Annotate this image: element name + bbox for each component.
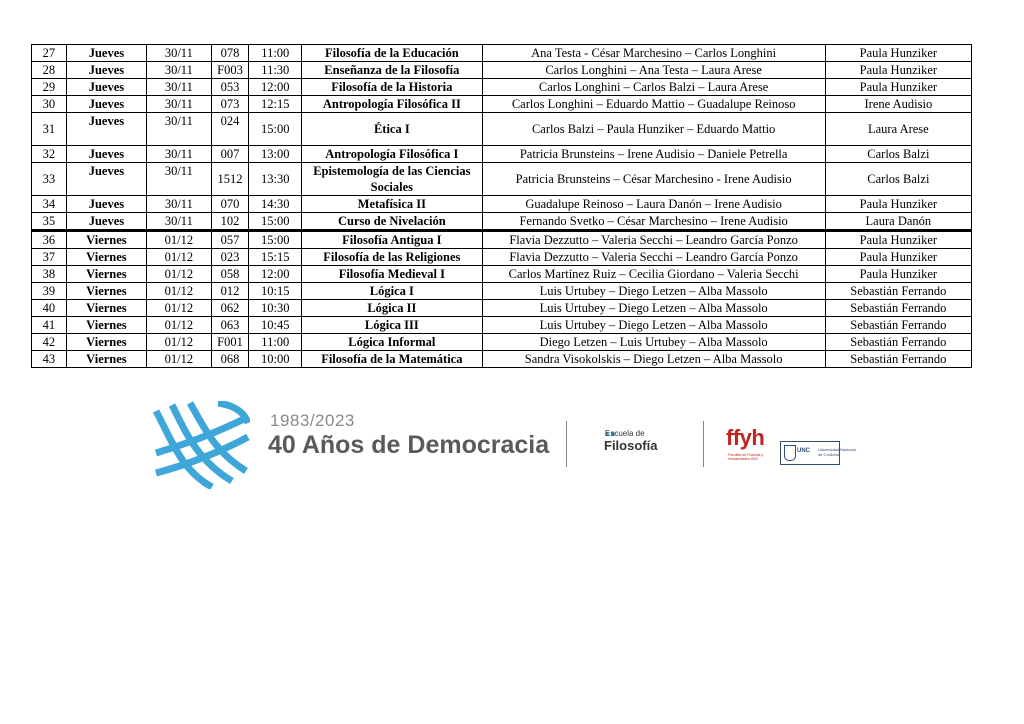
row-day: Jueves <box>66 62 146 79</box>
row-president: Irene Audisio <box>825 96 971 113</box>
divider <box>566 421 567 467</box>
row-day: Jueves <box>66 113 146 146</box>
row-tribunal: Sandra Visokolskis – Diego Letzen – Alba Massolo <box>482 351 825 368</box>
row-room: 024 <box>211 113 249 146</box>
row-room: 078 <box>211 45 249 62</box>
row-date: 01/12 <box>147 317 211 334</box>
row-president: Sebastián Ferrando <box>825 283 971 300</box>
row-number: 29 <box>32 79 67 96</box>
row-number: 27 <box>32 45 67 62</box>
table-row <box>32 79 972 96</box>
table-row <box>32 213 972 231</box>
escuela-dots-icon <box>605 423 617 427</box>
row-date: 01/12 <box>147 334 211 351</box>
ffyh-logo: ffyh <box>726 425 765 450</box>
row-date: 01/12 <box>147 300 211 317</box>
row-number: 30 <box>32 96 67 113</box>
row-time: 11:30 <box>249 62 302 79</box>
row-day: Jueves <box>66 45 146 62</box>
row-president: Laura Danón <box>825 213 971 231</box>
row-tribunal: Patricia Brunsteins – César Marchesino - Irene Audisio <box>482 163 825 196</box>
row-date: 01/12 <box>147 231 211 249</box>
row-room: 058 <box>211 266 249 283</box>
row-time: 15:00 <box>249 231 302 249</box>
row-tribunal: Carlos Longhini – Eduardo Mattio – Guadalupe Reinoso <box>482 96 825 113</box>
row-room: F001 <box>211 334 249 351</box>
table-row <box>32 351 972 368</box>
row-date: 30/11 <box>147 62 211 79</box>
democracy-logo-icon <box>152 401 250 489</box>
row-time: 14:30 <box>249 196 302 213</box>
row-date: 01/12 <box>147 249 211 266</box>
table-row <box>32 249 972 266</box>
row-room: 070 <box>211 196 249 213</box>
table-row <box>32 283 972 300</box>
row-president: Carlos Balzi <box>825 163 971 196</box>
row-room: 012 <box>211 283 249 300</box>
row-subject: Lógica I <box>302 283 482 300</box>
row-tribunal: Diego Letzen – Luis Urtubey – Alba Massolo <box>482 334 825 351</box>
row-room: 068 <box>211 351 249 368</box>
table-row <box>32 113 972 146</box>
row-tribunal: Carlos Longhini – Ana Testa – Laura Arese <box>482 62 825 79</box>
row-date: 30/11 <box>147 96 211 113</box>
row-president: Sebastián Ferrando <box>825 300 971 317</box>
row-president: Sebastián Ferrando <box>825 317 971 334</box>
row-date: 30/11 <box>147 45 211 62</box>
row-tribunal: Ana Testa - César Marchesino – Carlos Longhini <box>482 45 825 62</box>
row-tribunal: Fernando Svetko – César Marchesino – Irene Audisio <box>482 213 825 231</box>
row-president: Paula Hunziker <box>825 62 971 79</box>
exam-schedule-table <box>31 44 972 368</box>
row-subject: Lógica Informal <box>302 334 482 351</box>
row-subject: Filosofía Antigua I <box>302 231 482 249</box>
row-room: 007 <box>211 146 249 163</box>
row-tribunal: Flavia Dezzutto – Valeria Secchi – Leandro García Ponzo <box>482 249 825 266</box>
row-president: Paula Hunziker <box>825 45 971 62</box>
table-row <box>32 266 972 283</box>
table-row <box>32 62 972 79</box>
table-row <box>32 146 972 163</box>
table-row <box>32 231 972 249</box>
row-number: 39 <box>32 283 67 300</box>
row-number: 32 <box>32 146 67 163</box>
row-number: 35 <box>32 213 67 231</box>
democracy-title: 40 Años de Democracia <box>268 431 550 459</box>
row-tribunal: Luis Urtubey – Diego Letzen – Alba Massolo <box>482 283 825 300</box>
row-number: 38 <box>32 266 67 283</box>
row-subject: Lógica II <box>302 300 482 317</box>
row-subject: Filosofía de la Matemática <box>302 351 482 368</box>
row-president: Paula Hunziker <box>825 249 971 266</box>
row-number: 34 <box>32 196 67 213</box>
row-subject: Lógica III <box>302 317 482 334</box>
row-subject: Curso de Nivelación <box>302 213 482 231</box>
row-president: Laura Arese <box>825 113 971 146</box>
row-day: Jueves <box>66 146 146 163</box>
row-number: 31 <box>32 113 67 146</box>
row-date: 01/12 <box>147 283 211 300</box>
row-time: 12:15 <box>249 96 302 113</box>
row-president: Sebastián Ferrando <box>825 351 971 368</box>
table-row <box>32 163 972 196</box>
row-date: 30/11 <box>147 113 211 146</box>
row-time: 12:00 <box>249 79 302 96</box>
row-day: Viernes <box>66 334 146 351</box>
row-time: 15:00 <box>249 213 302 231</box>
row-room: 062 <box>211 300 249 317</box>
divider <box>703 421 704 467</box>
row-day: Jueves <box>66 163 146 196</box>
row-room: 073 <box>211 96 249 113</box>
row-date: 30/11 <box>147 146 211 163</box>
row-time: 15:00 <box>249 113 302 146</box>
row-day: Viernes <box>66 351 146 368</box>
row-date: 30/11 <box>147 163 211 196</box>
table-row <box>32 300 972 317</box>
row-president: Paula Hunziker <box>825 231 971 249</box>
row-tribunal: Flavia Dezzutto – Valeria Secchi – Leandro García Ponzo <box>482 231 825 249</box>
row-time: 15:15 <box>249 249 302 266</box>
row-time: 12:00 <box>249 266 302 283</box>
row-tribunal: Patricia Brunsteins – Irene Audisio – Daniele Petrella <box>482 146 825 163</box>
row-room: 1512 <box>211 163 249 196</box>
row-room: 023 <box>211 249 249 266</box>
row-date: 30/11 <box>147 213 211 231</box>
row-tribunal: Luis Urtubey – Diego Letzen – Alba Massolo <box>482 317 825 334</box>
table-row <box>32 96 972 113</box>
shield-icon <box>784 445 796 461</box>
row-room: 063 <box>211 317 249 334</box>
row-time: 13:30 <box>249 163 302 196</box>
row-room: 057 <box>211 231 249 249</box>
row-time: 11:00 <box>249 334 302 351</box>
row-day: Viernes <box>66 249 146 266</box>
row-date: 01/12 <box>147 266 211 283</box>
row-day: Jueves <box>66 79 146 96</box>
row-tribunal: Guadalupe Reinoso – Laura Danón – Irene Audisio <box>482 196 825 213</box>
row-room: 053 <box>211 79 249 96</box>
table-row <box>32 334 972 351</box>
row-tribunal: Carlos Balzi – Paula Hunziker – Eduardo Mattio <box>482 113 825 146</box>
row-tribunal: Luis Urtubey – Diego Letzen – Alba Massolo <box>482 300 825 317</box>
row-president: Paula Hunziker <box>825 79 971 96</box>
row-subject: Filosofía de la Educación <box>302 45 482 62</box>
row-subject: Antropología Filosófica I <box>302 146 482 163</box>
row-time: 11:00 <box>249 45 302 62</box>
row-tribunal: Carlos Longhini – Carlos Balzi – Laura Arese <box>482 79 825 96</box>
row-president: Carlos Balzi <box>825 146 971 163</box>
row-day: Jueves <box>66 196 146 213</box>
row-day: Viernes <box>66 266 146 283</box>
row-subject: Ética I <box>302 113 482 146</box>
row-time: 10:45 <box>249 317 302 334</box>
row-date: 30/11 <box>147 79 211 96</box>
table-row <box>32 45 972 62</box>
table-row <box>32 196 972 213</box>
row-number: 42 <box>32 334 67 351</box>
row-day: Jueves <box>66 213 146 231</box>
row-tribunal: Carlos Martínez Ruiz – Cecilia Giordano – Valeria Secchi <box>482 266 825 283</box>
unc-tag: UNC <box>797 448 810 454</box>
row-subject: Filosofía de las Religiones <box>302 249 482 266</box>
row-subject: Antropología Filosófica II <box>302 96 482 113</box>
row-day: Viernes <box>66 231 146 249</box>
row-number: 28 <box>32 62 67 79</box>
escuela-label-small: Escuela de <box>605 429 645 438</box>
row-subject: Enseñanza de la Filosofía <box>302 62 482 79</box>
row-number: 43 <box>32 351 67 368</box>
footer-logos <box>0 395 1024 495</box>
row-president: Paula Hunziker <box>825 196 971 213</box>
row-subject: Epistemología de las Ciencias Sociales <box>302 163 482 196</box>
row-number: 40 <box>32 300 67 317</box>
row-room: F003 <box>211 62 249 79</box>
row-number: 33 <box>32 163 67 196</box>
row-subject: Metafísica II <box>302 196 482 213</box>
row-time: 10:30 <box>249 300 302 317</box>
row-room: 102 <box>211 213 249 231</box>
row-day: Viernes <box>66 300 146 317</box>
row-president: Paula Hunziker <box>825 266 971 283</box>
row-president: Sebastián Ferrando <box>825 334 971 351</box>
row-date: 01/12 <box>147 351 211 368</box>
row-time: 13:00 <box>249 146 302 163</box>
escuela-label: Filosofía <box>604 438 658 453</box>
row-number: 41 <box>32 317 67 334</box>
row-day: Viernes <box>66 283 146 300</box>
years-label: 1983/2023 <box>270 411 355 430</box>
row-day: Viernes <box>66 317 146 334</box>
row-time: 10:15 <box>249 283 302 300</box>
row-subject: Filosofía de la Historia <box>302 79 482 96</box>
row-day: Jueves <box>66 96 146 113</box>
row-time: 10:00 <box>249 351 302 368</box>
row-subject: Filosofía Medieval I <box>302 266 482 283</box>
unc-name: Universidad Nacional de Córdoba <box>818 447 856 457</box>
table-row <box>32 317 972 334</box>
row-number: 37 <box>32 249 67 266</box>
row-date: 30/11 <box>147 196 211 213</box>
row-number: 36 <box>32 231 67 249</box>
ffyh-subtitle: Facultad de Filosofía y Humanidades UNC <box>728 453 764 461</box>
